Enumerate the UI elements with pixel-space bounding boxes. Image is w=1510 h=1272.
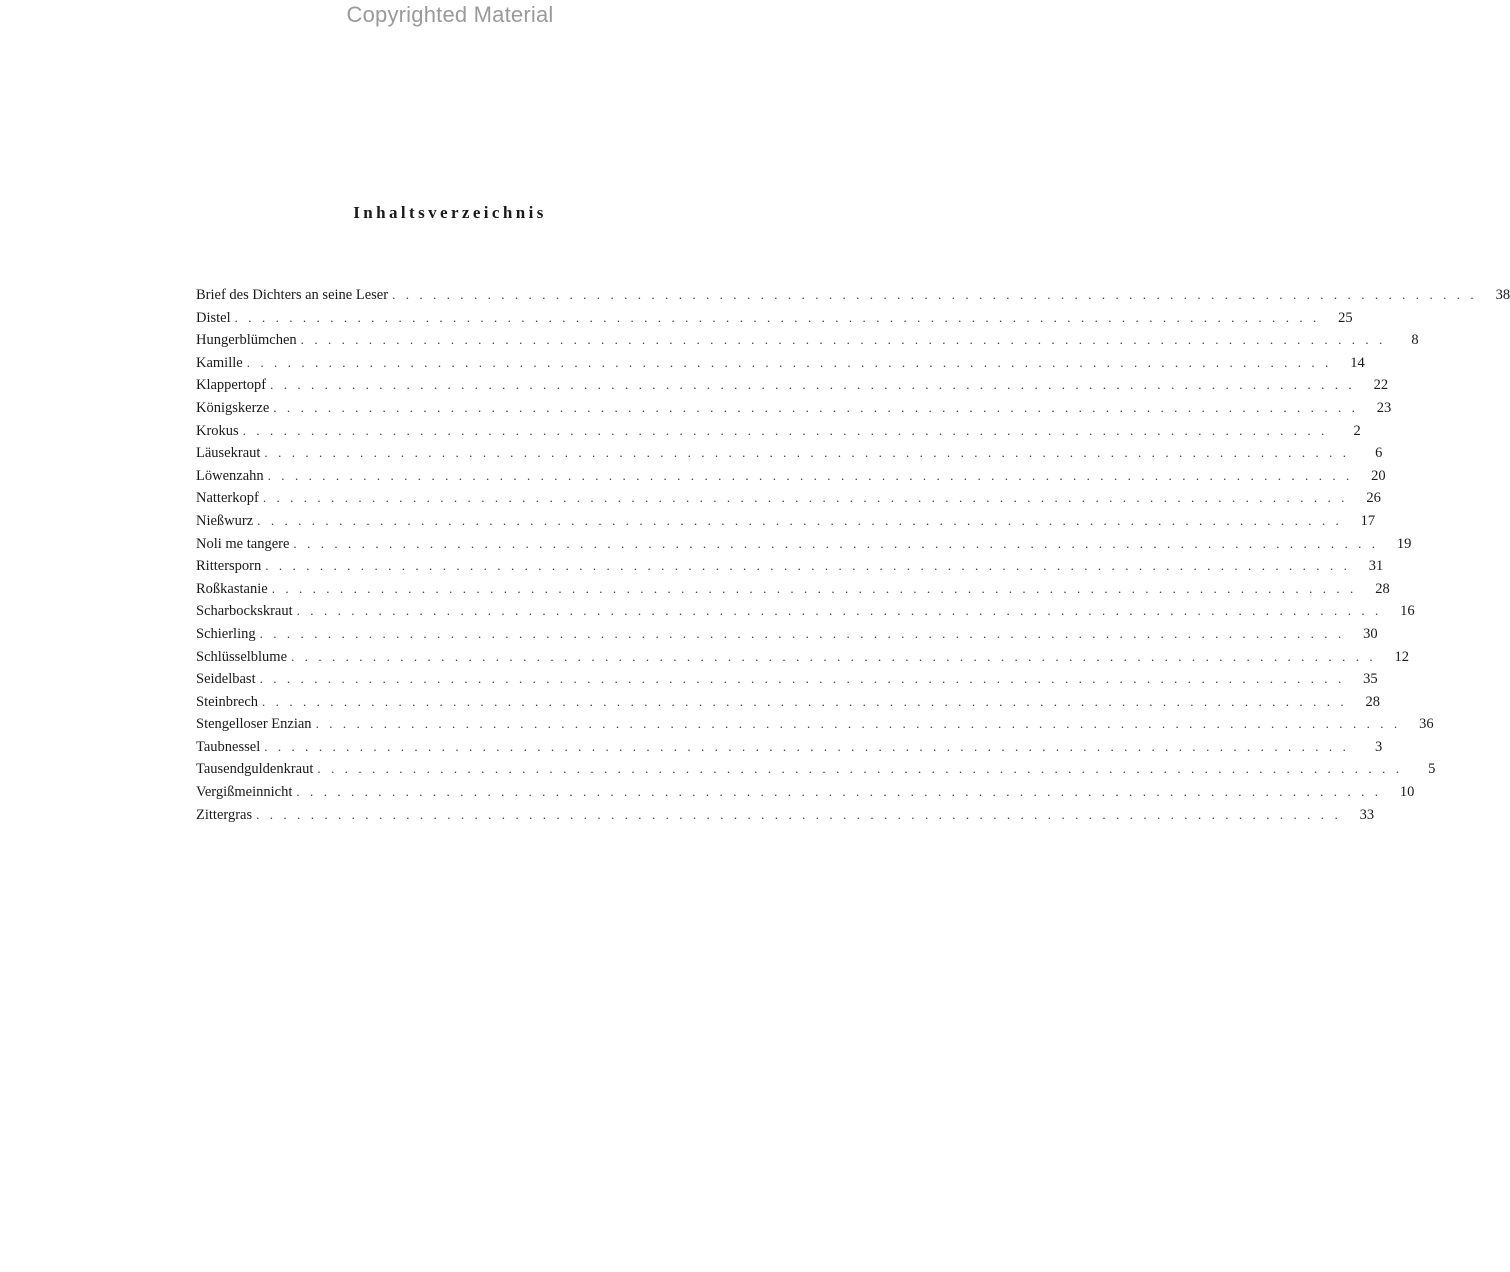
toc-entry-title: Stengelloser Enzian (196, 716, 312, 733)
dot-leader: ................................................................................ (270, 377, 1363, 393)
toc-entry-page-number: 3 (1374, 738, 1383, 755)
toc-entry-page-number: 26 (1366, 490, 1381, 507)
page-title: Inhaltsverzeichnis (353, 203, 547, 222)
dot-leader: ................................................................................ (257, 512, 1350, 528)
toc-entry-page-number: 5 (1428, 761, 1436, 778)
toc-entry-title: Läusekraut (196, 445, 261, 462)
toc-entry (196, 736, 1383, 759)
toc-entry-title: Distel (196, 309, 231, 326)
toc-entry (196, 623, 1378, 646)
toc-entry-page-number: 19 (1396, 535, 1412, 552)
toc-entry-page-number: 33 (1359, 806, 1375, 823)
toc-entry-title: Taubnessel (196, 738, 261, 755)
toc-entry (196, 804, 1375, 827)
toc-entry-page-number: 28 (1375, 580, 1390, 597)
toc-entry-page-number: 35 (1363, 671, 1378, 688)
dot-leader: ................................................................................ (264, 445, 1357, 461)
toc-entry-page-number: 36 (1419, 716, 1434, 733)
toc-entry-page-number: 23 (1376, 399, 1392, 416)
toc-entry-title: Königskerze (196, 399, 270, 416)
toc-entry (196, 758, 1436, 781)
toc-entry-page-number: 8 (1411, 332, 1419, 349)
toc-entry-title: Rittersporn (196, 558, 262, 575)
toc-entry (196, 668, 1378, 691)
dot-leader: ................................................................................ (259, 625, 1352, 641)
toc-entry-page-number: 16 (1400, 603, 1415, 620)
toc-entry (196, 646, 1410, 669)
toc-entry-title: Roßkastanie (196, 580, 268, 597)
toc-entry-page-number: 12 (1394, 648, 1410, 665)
toc-entry-page-number: 25 (1338, 309, 1353, 326)
toc-entry (196, 442, 1383, 465)
dot-leader: ................................................................................ (317, 761, 1410, 777)
toc-entry-page-number: 14 (1350, 354, 1365, 371)
toc-entry-page-number: 10 (1399, 784, 1415, 801)
table-of-contents (196, 284, 1510, 826)
toc-entry-title: Schlüsselblume (196, 648, 288, 665)
dot-leader: ................................................................................ (259, 671, 1352, 687)
toc-entry (196, 691, 1381, 714)
dot-leader: ................................................................................ (300, 332, 1393, 348)
toc-entry-page-number: 28 (1365, 693, 1381, 710)
toc-entry (196, 713, 1434, 736)
dot-leader: ................................................................................ (273, 399, 1366, 415)
toc-entry (196, 307, 1353, 330)
toc-entry-title: Natterkopf (196, 490, 259, 507)
dot-leader: ................................................................................ (296, 603, 1389, 619)
toc-entry-title: Vergißmeinnicht (196, 784, 293, 801)
toc-entry-page-number: 17 (1360, 512, 1376, 529)
dot-leader: ................................................................................ (291, 648, 1384, 664)
toc-entry (196, 555, 1384, 578)
toc-entry-title: Brief des Dichters an seine Leser (196, 287, 389, 303)
toc-entry (196, 465, 1386, 488)
dot-leader: ................................................................................ (242, 422, 1335, 438)
toc-entry (196, 781, 1415, 804)
toc-entry-title: Tausendguldenkraut (196, 761, 314, 778)
toc-entry-title: Krokus (196, 422, 239, 439)
copyright-watermark: Copyrighted Material (346, 2, 554, 27)
dot-leader: ................................................................................ (265, 558, 1358, 574)
toc-entry-page-number: 30 (1363, 625, 1378, 642)
dot-leader: ................................................................................ (315, 716, 1408, 732)
dot-leader: ................................................................................ (267, 467, 1360, 483)
toc-entry-page-number: 31 (1368, 558, 1384, 575)
toc-entry-page-number: 22 (1373, 377, 1389, 394)
toc-entry-page-number: 38 (1495, 287, 1510, 303)
dot-leader: ................................................................................ (293, 535, 1386, 551)
toc-entry (196, 374, 1389, 397)
toc-entry-page-number: 20 (1371, 467, 1386, 484)
toc-entry-title: Zittergras (196, 806, 253, 823)
toc-entry (196, 284, 1510, 307)
toc-entry (196, 352, 1365, 375)
dot-leader: ................................................................................ (246, 354, 1339, 370)
dot-leader: ................................................................................ (262, 693, 1355, 709)
toc-entry-title: Löwenzahn (196, 467, 264, 484)
toc-entry (196, 420, 1361, 443)
toc-entry-title: Noli me tangere (196, 535, 290, 552)
toc-entry-title: Hungerblümchen (196, 332, 297, 349)
toc-entry (196, 397, 1392, 420)
toc-entry-title: Steinbrech (196, 693, 259, 710)
toc-entry (196, 533, 1412, 556)
toc-entry-title: Nießwurz (196, 512, 254, 529)
toc-entry-page-number: 2 (1353, 422, 1361, 439)
dot-leader: ................................................................................ (296, 784, 1389, 800)
toc-entry-title: Schierling (196, 625, 256, 642)
toc-entry (196, 578, 1390, 601)
dot-leader: ................................................................................ (256, 806, 1349, 822)
toc-entry-title: Scharbockskraut (196, 603, 293, 620)
dot-leader: ................................................................................ (234, 309, 1327, 325)
toc-entry-title: Kamille (196, 354, 243, 371)
dot-leader: ................................................................................ (264, 738, 1357, 754)
toc-entry-title: Klappertopf (196, 377, 267, 394)
toc-entry (196, 487, 1381, 510)
dot-leader: ................................................................................ (392, 287, 1485, 302)
toc-entry-page-number: 6 (1375, 445, 1383, 462)
dot-leader: ................................................................................ (262, 490, 1355, 506)
toc-entry (196, 600, 1415, 623)
toc-entry (196, 510, 1376, 533)
dot-leader: ................................................................................ (271, 580, 1364, 596)
toc-entry-title: Seidelbast (196, 671, 256, 688)
toc-entry (196, 329, 1419, 352)
